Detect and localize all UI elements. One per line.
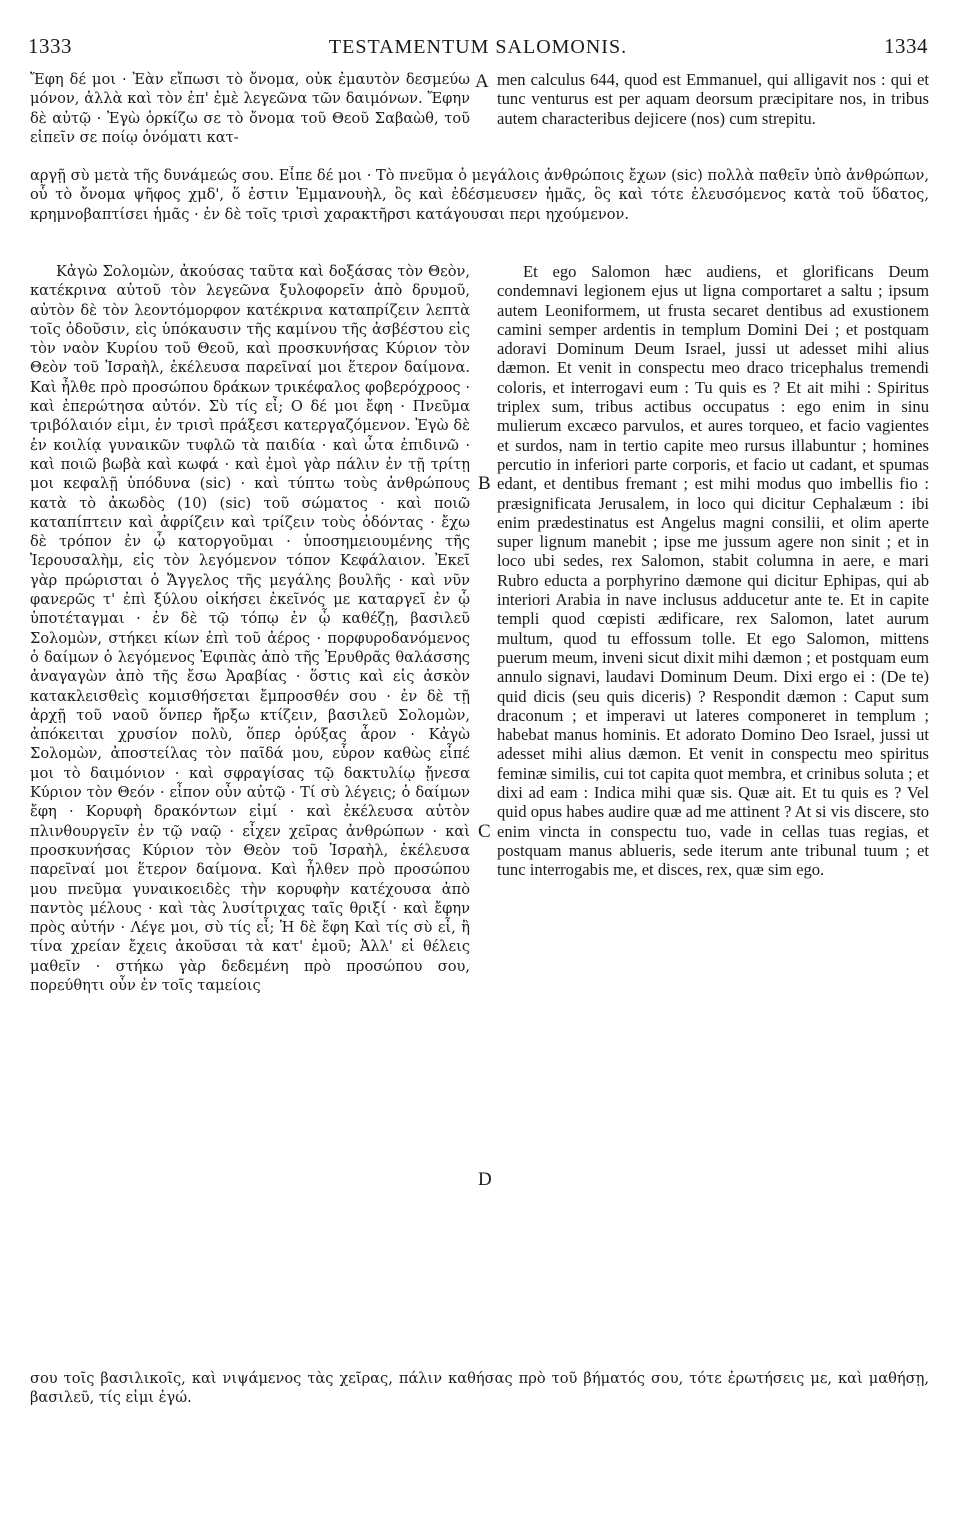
section-marker-b: B — [478, 473, 491, 494]
right-page-number: 1334 — [884, 34, 928, 58]
block1-greek-text: Ἔφη δέ μοι · Ἐὰν εἴπωσι τὸ ὄνομα, οὐκ ἐμαυτὸν δεσμεύω μόνον, ἀλλὰ καὶ τὸν ἐπ' ἐμὲ λεγεῶνα τῶν δαιμόνων. Ἔφην δὲ αὐτῷ · Ἐγὼ ὁρκίζω σε τὸ ὄνομα τοῦ Θεοῦ Σαβαὼθ, τοῦ εἰπεῖν σε ποίῳ ὀνόματι κατ- — [30, 71, 470, 146]
block2-greek-fullwidth — [30, 1369, 929, 1409]
block2-latin-column — [497, 262, 929, 1369]
page-header — [28, 34, 928, 60]
block2-greek-column — [30, 262, 470, 1369]
block2-greek-continuation: σου τοῖς βασιλικοῖς, καὶ νιψάμενος τὰς χεῖρας, πάλιν καθήσας πρὸ τοῦ βήματός σου, τότε ἐρωτήσεις με, καὶ μαθήσῃ, βασιλεῦ, τίς εἰμι ἐγώ. — [30, 1370, 929, 1407]
block2-greek-text: Κἀγὼ Σολομὼν, ἀκούσας ταῦτα καὶ δοξάσας τὸν Θεὸν, κατέκρινα αὐτοῦ τὸν λεγεῶνα ξυλοφορεῖν ἀπὸ δρυμοῦ, αὐτὸν δὲ τὸν λεοντόμορφον κατέκρινα καταπρίζειν λεπτὰ τοῖς ὀδοῦσιν, εἰς ὑπόκαυσιν τῆς καμίνου τῆς ἀσβέστου εἰς τὸν ναὸν Κυρίου τοῦ Θεοῦ, καὶ προσκυνήσας Κύριον τὸν Θεὸν τοῦ Ἰσραὴλ, ἐκέλευσα παρεῖναί μοι ἕτερον δαίμονα. Καὶ ἦλθε πρὸ προσώπου δράκων τρικέφαλος φοβερόχροος · καὶ ἐπερώτησα αὐτόν. Σὺ τίς εἶ; Ο δέ μοι ἔφη · Πνεῦμα τριβόλαιόν εἰμι, ἐν τρισὶ πράξεσι κατεργαζόμενον. Ἐγὼ δὲ ἐν κοιλίᾳ γυναικῶν τυφλῶ τὰ παιδία · καὶ ὦτα ἐπιδινῶ · καὶ ποιῶ βωβὰ καὶ κωφά · καὶ ἐμοὶ γὰρ πάλιν ἐν τῇ τρίτῃ μοι κεφαλῇ ὑπόδυνα (sic) · καὶ τύπτω τοὺς ἀνθρώπους κατὰ τὸ ἀκωδὸς (10) (sic) τοῦ σώματος · καὶ ποιῶ καταπίπτειν καὶ ἀφρίζειν καὶ τρίζειν τοὺς ὀδόντας · ἔχω δὲ τρόπον ἐν ᾧ κατοργοῦμαι · ὑποσημειουμένης τῆς Ἱερουσαλὴμ, εἰς τὸν λεγόμενον τόπον Κεφάλαιον. Ἐκεῖ γὰρ πρώρισται ὁ Ἄγγελος τῆς μεγάλης βουλῆς · καὶ νῦν φανερῶς τ' ἐπὶ ξύλου οἰκήσει ἐκεῖνός με καταργεῖ ἐν ᾧ ὑποτέταγμαι · ἐν δὲ τῷ τόπῳ ἐν ᾧ καθέζῃ, βασιλεῦ Σολομὼν, στήκει κίων ἐπὶ τοῦ ἀέρος · πορφυροδανόμενος ὁ δαίμων ὁ λεγόμενος Ἐφιπὰς ἀπὸ τῆς Ἐρυθρᾶς θαλάσσης ἀναγαγὼν ἀπὸ τῆς ἔσω Ἀραβίας · ὅστις καὶ εἰς ἀσκὸν κατακλεισθεὶς κομισθήσεται ἔμπροσθέν σου · ἐν δὲ τῇ ἀρχῇ τοῦ ναοῦ ὅνπερ ἤρξω κτίζειν, βασιλεῦ Σολομὼν, ἀπόκειται χρυσίον πολὺ, ὅπερ ὀρύξας ἆρον · Κἀγὼ Σολομὼν, ἀποστείλας τὸν παῖδά μου, εὗρον καθὼς εἶπέ μοι τὸ δαιμόνιον · καὶ σφραγίσας τῷ δακτυλίῳ ᾔνεσα Κύριον τὸν Θεόν · εἶπον οὖν αὐτῷ · Τί σὺ λέγεις; ὁ δαίμων ἔφη · Κορυφὴ δρακόντων εἰμί · καὶ ἐκέλευσα αὐτὸν πλινθουργεῖν ἐν τῷ ναῷ · εἶχεν χεῖρας ἀνθρώπων · καὶ προσκυνήσας Κύριον τὸν Θεὸν τοῦ Ἰσραὴλ, ἐκέλευσα παρεῖναί μοι ἕτερον δαίμονα. Καὶ ἦλθεν πρὸ προσώπου μου πνεῦμα γυναικοειδὲς τὴν κορυφὴν κατέχουσα ἀπὸ παντὸς μέλους · καὶ τὰς λυσίτριχας ταῖς θριξί · καὶ ἔφην πρὸς αὐτήν · Λέγε μοι, σὺ τίς εἶ; Ἡ δὲ ἔφη Καὶ τίς σὺ εἶ, ἢ τίνα χρείαν ἔχεις ἀκοῦσαι τὰ κατ' ἐμοῦ; Ἀλλ' εἰ θέλεις μαθεῖν · στήκω γὰρ δεδεμένη πρὸ προσώπου σου, πορεύθητι οὖν ἐν τοῖς ταμείοις — [30, 263, 470, 994]
section-marker-c: C — [478, 821, 491, 842]
block1-greek-column — [30, 70, 470, 166]
block2-latin-text: Et ego Salomon hæc audiens, et glorificans Deum condemnavi legionem ejus ut ligna comportaret a saltu ; ipsum autem Leoniformem, ut frusta secaret dentibus ad exustionem camini semper ardentis in templum Domini Dei ; et postquam adoravi Dominum Deum Israel, jussi ut adesset mihi alius dæmon. Et venit in conspectu meo draco tricephalus tremendi coloris, et interrogavi eum : Tu quis es ? Et ait mihi : Spiritus triplex sum, tribus actibus occupatus : ego enim in sinu mulierum excæco parvulos, et aures torqueo, et facio vagientes et surdos, nam in tertio capite meo rursus illabuntur ; homines percutio in inferiori parte corporis, et facio ut cadant, et spumas edant, et dentibus fremant ; est mihi modus quo imbellis fio : præsignificata Jerusalem, in loco qui dicitur Cephalæum : ibi enim prædestinatus est Angelus magni consilii, et olim aperte super lignum manebit ; ipse me jussum agere non sinit ; et in loco ubi sedes, rex Salomon, stabit columna in aere, e mari Rubro educta a porphyrino dæmone qui dicitur Ephipas, qui ab interiori Arabia in nave inclusus adducetur ante te. Et in capite templi quod cœpisti ædificare, rex Salomon, latet aurum multum, quod tu effossum tolle. Et ego Salomon, mittens puerum meum, inveni sicut dixit mihi dæmon ; et postquam eum annulo signavi, laudavi Dominum Deum. Dixi ergo ei : (De te) quid dicis (seu quis diceris) ? Respondit dæmon : Caput sum draconum ; et imperavi ut lateres componeret in templum ; habebat manus hominis. Et adorato Domino Deo Israel, jussi ut adesset mihi alius dæmon. Et venit in conspectu meo spiritus feminæ similis, cui tot capita quot membra, et crinibus soluta ; et dixi ad eam : Indica mihi quæ sis. Quæ ait. Et tu quis es ? Vel quid opus habes audire quæ ad me attinent ? At si vis discere, sto enim vincta in conspectu tuo, vade in cellas tuas regias, et postquam manus ablueris, sede iterum ante tribunal tuum ; et tunc interrogabis me, et disces, rex, quæ sim ego. — [497, 262, 929, 880]
block1-latin-text: men calculus 644, quod est Emmanuel, qui alligavit nos : qui et tunc venturus est per aquam deorsum præcipitare nos, in tribus autem characteribus dejicere (nos) cum strepitu. — [497, 70, 929, 128]
block1-greek-continuation: αργῇ σὺ μετὰ τῆς δυνάμεώς σου. Εἶπε δέ μοι · Τὸ πνεῦμα ὁ μεγάλοις ἀνθρώποις ἔχων (sic) πολλὰ παθεῖν ὑπὸ ἀνθρώπων, οὗ τὸ ὄνομα ψῆφος χμδ', ὅ ἐστιν Ἐμμανουὴλ, ὃς καὶ ἐδέσμευσεν ἡμᾶς, ὃς καὶ τότε ἐλευσόμενος κατὰ τοῦ ὕδατος, κρημνοβαπτίσει ἡμᾶς · ἐν δὲ τοῖς τρισὶ χαρακτῆρσι κατάγουσαι περι ηχούμενον. — [30, 167, 929, 223]
left-page-number: 1333 — [28, 34, 72, 58]
section-marker-a: A — [475, 71, 489, 92]
section-marker-d: D — [478, 1169, 492, 1190]
block1-latin-column — [497, 70, 929, 166]
block1-greek-fullwidth — [30, 166, 929, 244]
running-title: TESTAMENTUM SALOMONIS. — [328, 36, 628, 58]
